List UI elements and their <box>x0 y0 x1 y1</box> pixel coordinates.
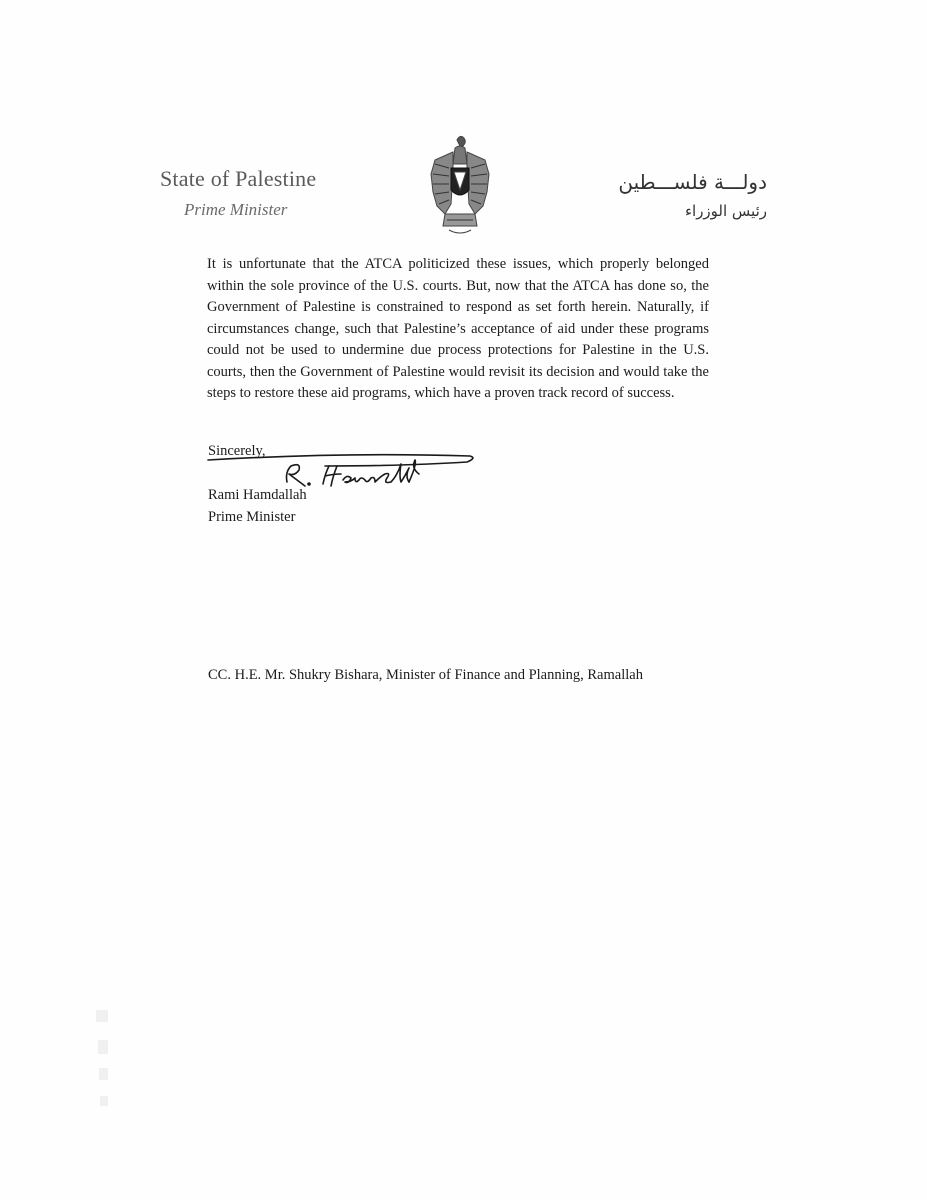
scan-artifact <box>98 1040 108 1054</box>
scan-artifact <box>99 1068 108 1080</box>
signer-block <box>208 485 307 528</box>
eagle-emblem-icon <box>427 134 493 238</box>
letterhead-english <box>160 166 360 220</box>
body-paragraph: It is unfortunate that the ATCA politicized these issues, which properly belonged within the sole province of the U.S. courts. But, now that the ATCA has done so, the Government of Palestine is constrained to respond as set forth herein. Naturally, if circumstances change, such that Palestine’s acceptance of aid under these programs could not be used to undermine due process protections for Palestine in the U.S. courts, then the Government of Palestine would revisit its decision and would take the steps to restore these aid programs, which have a proven track record of success. <box>207 256 709 401</box>
cc-line: CC. H.E. Mr. Shukry Bishara, Minister of Finance and Planning, Ramallah <box>208 667 643 683</box>
letterhead-subtitle: Prime Minister <box>184 200 288 219</box>
letterhead-arabic <box>547 170 767 220</box>
closing-salutation: Sincerely, <box>208 443 266 459</box>
signer-name: Rami Hamdallah <box>208 487 307 503</box>
letterhead-arabic-title: دولـــة فلســـطين <box>618 170 767 194</box>
scan-artifact <box>100 1096 108 1106</box>
scan-artifact <box>96 1010 108 1022</box>
letterhead-title: State of Palestine <box>160 166 317 191</box>
signer-title: Prime Minister <box>208 508 296 525</box>
letterhead-arabic-subtitle: رئيس الوزراء <box>684 202 767 220</box>
